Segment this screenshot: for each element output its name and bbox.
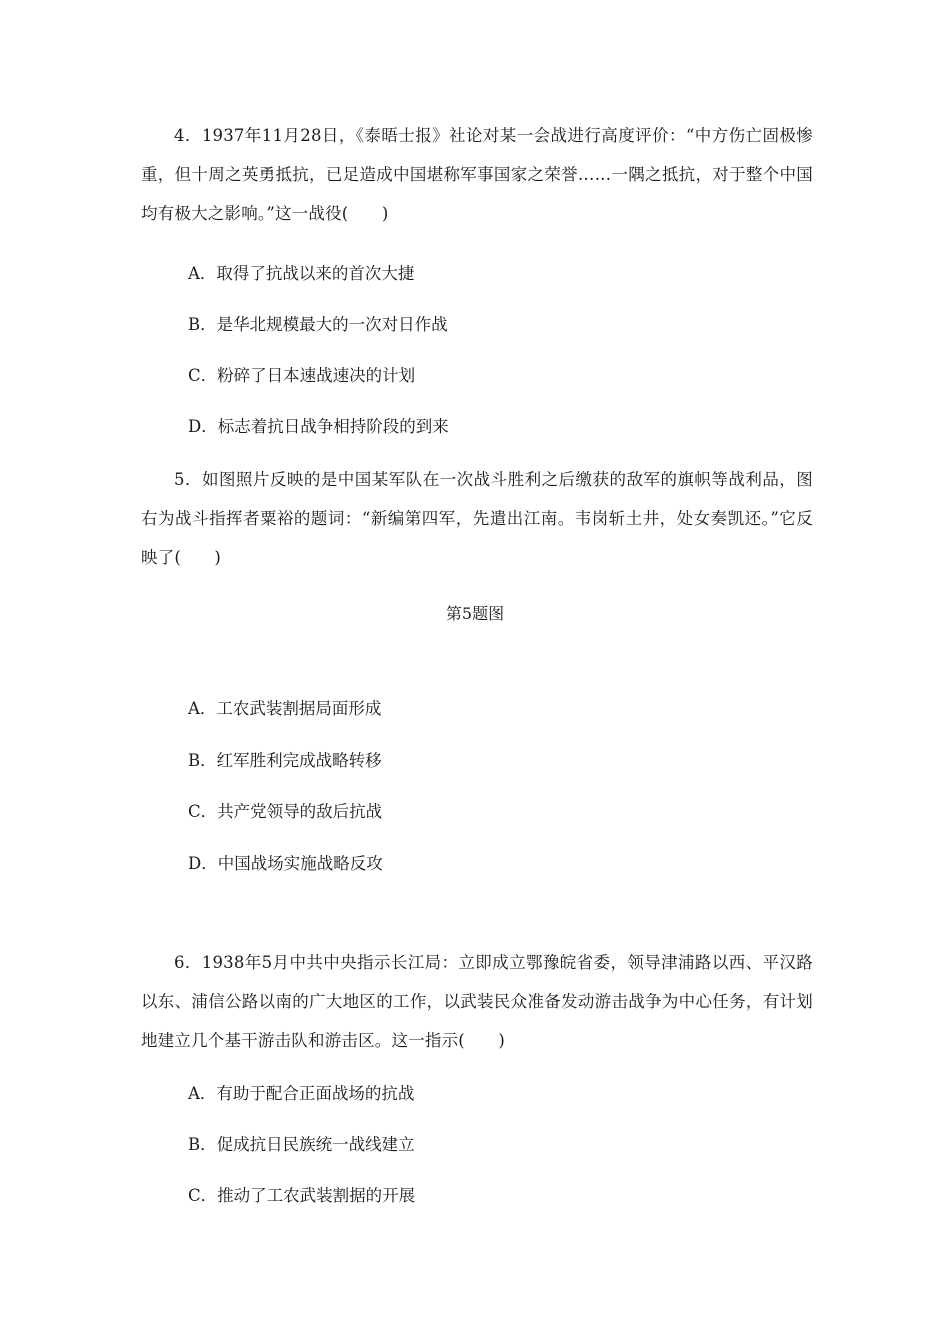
question-4-option-c: C．粉碎了日本速战速决的计划 xyxy=(188,366,416,385)
question-6-option-b: B．促成抗日民族统一战线建立 xyxy=(188,1135,415,1154)
figure-caption: 第5题图 xyxy=(445,604,505,623)
question-5-option-b: B．红军胜利完成战略转移 xyxy=(188,751,382,770)
figure-placeholder xyxy=(141,638,813,688)
question-6-stem: 6．1938年5月中共中央指示长江局：立即成立鄂豫皖省委，领导津浦路以西、平汉路以东、浦信公路以南的广大地区的工作，以武装民众准备发动游击战争为中心任务，有计划地建立几个基干游击队和游击区。这一指示( ) xyxy=(141,953,813,1050)
question-5-option-c: C．共产党领导的敌后抗战 xyxy=(188,802,383,821)
question-5-stem: 5．如图照片反映的是中国某军队在一次战斗胜利之后缴获的敌军的旗帜等战利品，图右为战斗指挥者粟裕的题词：“新编第四军，先遣出江南。韦岗斩土井，处女奏凯还。”它反映了( ) xyxy=(141,470,813,567)
question-5-option-d: D．中国战场实施战略反攻 xyxy=(188,854,383,873)
question-4-option-a: A．取得了抗战以来的首次大捷 xyxy=(188,264,415,283)
question-4-option-b: B．是华北规模最大的一次对日作战 xyxy=(188,315,448,334)
question-5-option-a: A．工农武装割据局面形成 xyxy=(188,699,382,718)
question-6-option-a: A．有助于配合正面战场的抗战 xyxy=(188,1084,415,1103)
question-4-stem: 4．1937年11月28日，《泰晤士报》社论对某一会战进行高度评价：“中方伤亡固极惨重，但十周之英勇抵抗，已足造成中国堪称军事国家之荣誉……一隅之抵抗，对于整个中国均有极大之影响。”这一战役( ) xyxy=(141,126,813,223)
question-4-option-d: D．标志着抗日战争相持阶段的到来 xyxy=(188,417,449,436)
question-6-option-c: C．推动了工农武装割据的开展 xyxy=(188,1186,416,1205)
